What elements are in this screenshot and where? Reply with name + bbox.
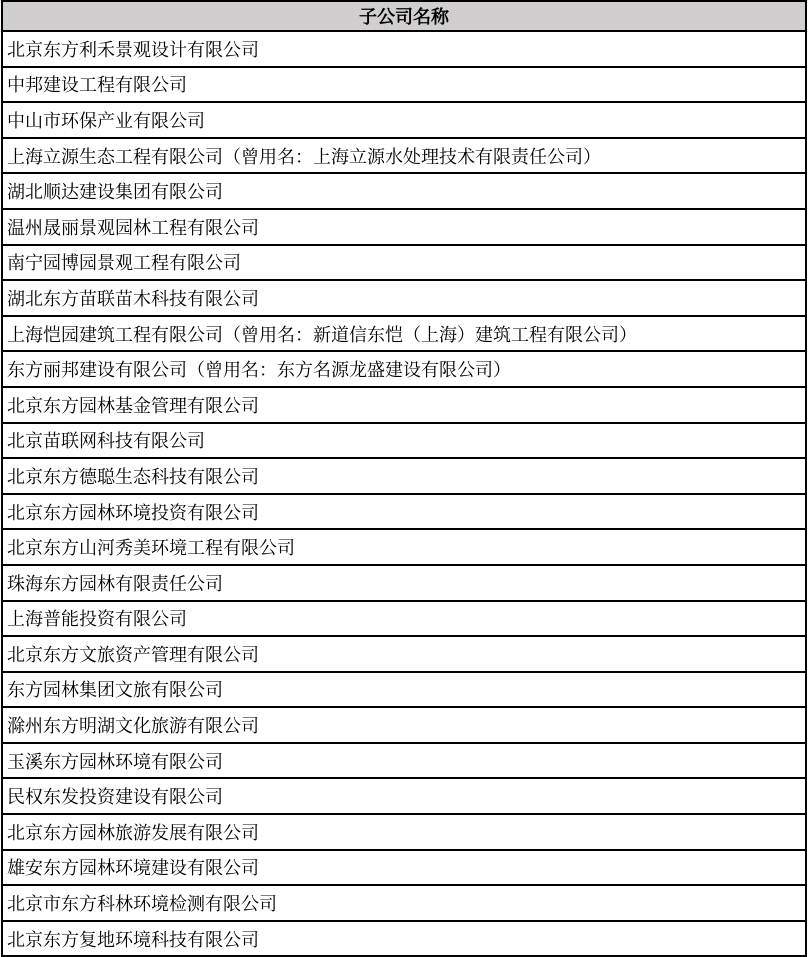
- table-cell: 北京东方园林环境投资有限公司: [2, 494, 806, 530]
- table-row: [2, 921, 806, 957]
- table-row: [2, 173, 806, 209]
- table-row: [2, 138, 806, 174]
- table-row: [2, 458, 806, 494]
- table-row: [2, 423, 806, 459]
- table-row: [2, 102, 806, 138]
- table-row: [2, 494, 806, 530]
- table-cell: 上海普能投资有限公司: [2, 601, 806, 637]
- table-row: [2, 280, 806, 316]
- table-cell: 北京东方利禾景观设计有限公司: [2, 31, 806, 67]
- table-cell: 北京东方德聪生态科技有限公司: [2, 458, 806, 494]
- table-cell: 北京苗联网科技有限公司: [2, 423, 806, 459]
- subsidiary-table: [1, 0, 807, 957]
- table-row: [2, 565, 806, 601]
- table-row: [2, 529, 806, 565]
- table-cell: 湖北顺达建设集团有限公司: [2, 173, 806, 209]
- table-row: [2, 707, 806, 743]
- table-cell: 民权东发投资建设有限公司: [2, 778, 806, 814]
- table-row: [2, 387, 806, 423]
- table-row: [2, 67, 806, 103]
- column-header-subsidiary-name: 子公司名称: [2, 1, 806, 31]
- table-cell: 珠海东方园林有限责任公司: [2, 565, 806, 601]
- table-row: [2, 850, 806, 886]
- table-row: [2, 672, 806, 708]
- table-cell: 玉溪东方园林环境有限公司: [2, 743, 806, 779]
- table-cell: 北京东方复地环境科技有限公司: [2, 921, 806, 957]
- table-cell: 雄安东方园林环境建设有限公司: [2, 850, 806, 886]
- table-row: [2, 743, 806, 779]
- table-cell: 北京市东方科林环境检测有限公司: [2, 885, 806, 921]
- table-cell: 北京东方文旅资产管理有限公司: [2, 636, 806, 672]
- table-cell: 北京东方园林旅游发展有限公司: [2, 814, 806, 850]
- table-cell: 东方园林集团文旅有限公司: [2, 672, 806, 708]
- table-row: [2, 31, 806, 67]
- table-row: [2, 316, 806, 352]
- table-body: [2, 31, 806, 956]
- table-cell: 南宁园博园景观工程有限公司: [2, 245, 806, 281]
- table-cell: 湖北东方苗联苗木科技有限公司: [2, 280, 806, 316]
- table-cell: 东方丽邦建设有限公司（曾用名：东方名源龙盛建设有限公司）: [2, 351, 806, 387]
- table-row: [2, 245, 806, 281]
- table-row: [2, 885, 806, 921]
- table-cell: 北京东方园林基金管理有限公司: [2, 387, 806, 423]
- table-header-row: [2, 1, 806, 31]
- table-row: [2, 351, 806, 387]
- table-cell: 温州晟丽景观园林工程有限公司: [2, 209, 806, 245]
- table-row: [2, 778, 806, 814]
- table-row: [2, 209, 806, 245]
- table-cell: 北京东方山河秀美环境工程有限公司: [2, 529, 806, 565]
- table-cell: 上海立源生态工程有限公司（曾用名：上海立源水处理技术有限责任公司）: [2, 138, 806, 174]
- table-cell: 中山市环保产业有限公司: [2, 102, 806, 138]
- table-row: [2, 636, 806, 672]
- table-cell: 滁州东方明湖文化旅游有限公司: [2, 707, 806, 743]
- table-row: [2, 601, 806, 637]
- table-cell: 上海恺园建筑工程有限公司（曾用名：新道信东恺（上海）建筑工程有限公司）: [2, 316, 806, 352]
- table-row: [2, 814, 806, 850]
- table-cell: 中邦建设工程有限公司: [2, 67, 806, 103]
